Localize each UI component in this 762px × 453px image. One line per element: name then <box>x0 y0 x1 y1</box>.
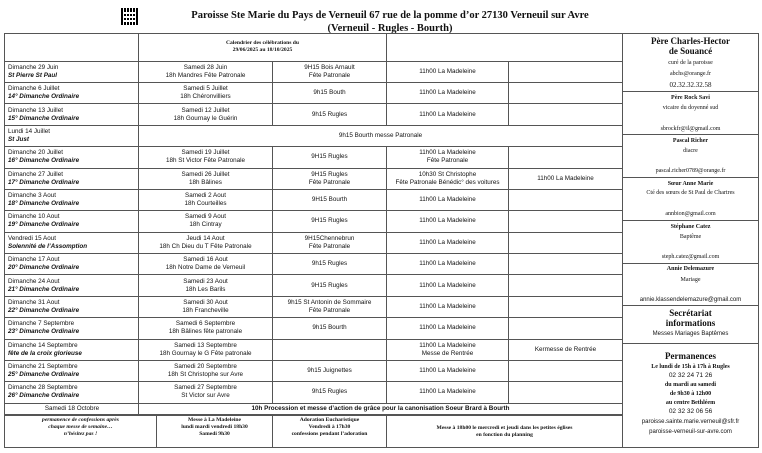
sunday-late-mass-line1: 11h00 La Madeleine <box>419 89 476 97</box>
vicar-email[interactable]: sbrockfr@il@gmail.com <box>660 126 721 132</box>
calendar-row <box>5 61 623 82</box>
sunday-early-mass <box>273 339 387 360</box>
celebration-date <box>5 168 139 189</box>
sunday-early-mass-line1: 9H15 Bourth <box>311 196 348 204</box>
sunday-early-mass-line2: Fête Patronale <box>308 242 351 250</box>
saturday-mass-line2: 18h Mandres Fête Patronale <box>165 71 246 79</box>
saturday-mass-line2: 18h Francheville <box>182 306 229 314</box>
secretariat-title: Secrétariat <box>669 308 712 318</box>
sunday-early-mass-line1: 9h15 Rugles <box>311 110 348 118</box>
secretariat-services: Messes Mariages Baptêmes <box>652 331 729 337</box>
saturday-mass-line2: 18h Bâlines <box>189 178 222 186</box>
calendar-title-line1: Calendrier des célébrations du <box>225 40 300 47</box>
sunday-late-mass-line1: 10h30 St Christophe <box>418 170 477 178</box>
saturday-mass <box>139 339 273 360</box>
priest-name: Père Charles-Hector <box>650 36 731 46</box>
date-label: Samedi 18 Octobre <box>44 404 100 412</box>
priest-phone: 02.32.32.32.58 <box>669 81 712 89</box>
extra-celebration <box>509 211 623 232</box>
calendar-row <box>5 382 623 403</box>
saturday-mass <box>139 61 273 82</box>
deacon-email[interactable]: pascal.richer0789@orange.fr <box>655 168 726 174</box>
sunday-late-mass <box>387 147 509 168</box>
confessions-line3: n’hésitez pas ! <box>63 431 98 437</box>
saturday-mass-line2: 18h Gournay le G Fête patronale <box>159 349 252 357</box>
sunday-late-mass-line2: Messe de Rentrée <box>421 349 474 357</box>
calendar-row <box>5 254 623 275</box>
saturday-mass <box>139 318 273 339</box>
date-label: Lundi 14 Juillet <box>8 127 51 135</box>
sunday-early-mass <box>273 147 387 168</box>
sunday-early-mass <box>273 61 387 82</box>
celebration-date <box>5 104 139 125</box>
vicar-role: vicaire du doyenné sud <box>662 105 719 111</box>
date-label: Dimanche 17 Aout <box>8 256 60 264</box>
saturday-mass <box>139 254 273 275</box>
sunday-early-mass <box>273 296 387 317</box>
center-phone: 02 32 32 06 56 <box>668 408 713 415</box>
date-label: Dimanche 31 Aout <box>8 298 60 306</box>
celebration-date <box>5 211 139 232</box>
liturgical-day: Solennité de l’Assomption <box>8 242 88 250</box>
sunday-early-mass-line1: 9H15 Rugles <box>311 217 348 225</box>
sunday-late-mass <box>387 104 509 125</box>
sunday-late-mass-line1: 11h00 La Madeleine <box>419 67 476 75</box>
sunday-early-mass <box>273 360 387 381</box>
divider <box>623 134 758 135</box>
date-label: Dimanche 6 Juillet <box>8 85 60 93</box>
header-subtitle: (Verneuil - Rugles - Bourth) <box>327 23 453 34</box>
saturday-mass-line1: Samedi 27 Septembre <box>174 384 237 392</box>
sunday-late-mass <box>387 360 509 381</box>
deacon-role: diacre <box>683 148 698 154</box>
rugles-phone: 02 32 24 71 26 <box>668 372 713 379</box>
divider <box>623 220 758 221</box>
saturday-mass-line1: Samedi 2 Aout <box>185 192 226 200</box>
sunday-late-mass-line1: 11h00 La Madeleine <box>419 302 476 310</box>
adoration-line3: confessions pendant l’adoration <box>291 431 368 437</box>
sunday-late-mass-line1: 11h00 La Madeleine <box>419 196 476 204</box>
sunday-early-mass-line2: Fête Patronale <box>308 178 351 186</box>
sunday-early-mass-line1: 9h15 Rugles <box>311 388 348 396</box>
sunday-early-mass <box>273 83 387 104</box>
marriage-contact-name: Annie Delemazure <box>666 266 715 272</box>
saturday-mass-line1: Samedi 13 Septembre <box>174 341 237 349</box>
sunday-early-mass-line1: 9h15 Rugles <box>311 260 348 268</box>
liturgical-day: 21° Dimanche Ordinaire <box>8 285 80 293</box>
sunday-late-mass <box>387 318 509 339</box>
madeleine-line3: Samedi 9h30 <box>199 431 230 437</box>
saturday-mass <box>139 275 273 296</box>
extra-celebration <box>509 382 623 403</box>
date-label: Dimanche 29 Juin <box>8 63 59 71</box>
extra-celebration <box>509 339 623 360</box>
saturday-mass-line1: Samedi 16 Aout <box>183 256 228 264</box>
saturday-mass-line1: Samedi 9 Aout <box>185 213 226 221</box>
calendar-row <box>5 83 623 104</box>
saturday-mass-line2: 18h Les Barils <box>185 285 226 293</box>
liturgical-day: 22° Dimanche Ordinaire <box>8 306 80 314</box>
liturgical-day: 17° Dimanche Ordinaire <box>8 178 80 186</box>
contact-sidebar <box>622 33 759 448</box>
liturgical-day: 23° Dimanche Ordinaire <box>8 328 80 336</box>
divider <box>623 343 758 344</box>
liturgical-day: 16° Dimanche Ordinaire <box>8 157 80 165</box>
date-label: Dimanche 3 Aout <box>8 192 56 200</box>
saturday-mass <box>139 168 273 189</box>
liturgical-day: 26° Dimanche Ordinaire <box>8 392 80 400</box>
sunday-late-mass <box>387 254 509 275</box>
sunday-early-mass-line1: 9h15 Juignettes <box>307 367 352 375</box>
sunday-early-mass-line1: 9H15 Rugles <box>311 281 348 289</box>
sunday-late-mass-line1: 11h00 La Madeleine <box>419 217 476 225</box>
saturday-mass <box>139 296 273 317</box>
calendar-row <box>5 403 623 414</box>
date-label: Dimanche 24 Aout <box>8 277 60 285</box>
permanence-hours: de 9h30 à 12h00 <box>669 391 712 397</box>
weekly-schedule-footer <box>4 415 623 448</box>
sunday-early-mass <box>273 275 387 296</box>
date-label: Dimanche 14 Septembre <box>8 341 78 349</box>
saturday-mass-line1: Samedi 23 Aout <box>183 277 228 285</box>
calendar-row <box>5 339 623 360</box>
saturday-mass-line1: Samedi 12 Juillet <box>181 106 230 114</box>
extra-celebration <box>509 104 623 125</box>
confessions-line2: chaque messe de semaine… <box>48 424 113 430</box>
saturday-mass <box>139 211 273 232</box>
saturday-mass-line2: 18h St Victor Fête Patronale <box>166 157 245 165</box>
sister-community: Cté des sœurs de St Paul de Chartres <box>646 190 735 196</box>
parish-email[interactable]: paroisse.sainte.marie.verneuil@sfr.fr <box>641 419 740 425</box>
calendar-row <box>5 168 623 189</box>
saturday-mass-line2: 18h St Christophe sur Avre <box>167 371 244 379</box>
saturday-mass-line2: 18h Bâlines fête patronale <box>168 328 243 336</box>
liturgical-day: 15° Dimanche Ordinaire <box>8 114 80 122</box>
liturgical-day: 20° Dimanche Ordinaire <box>8 264 80 272</box>
celebration-date <box>5 382 139 403</box>
liturgical-day: 25° Dimanche Ordinaire <box>8 371 80 379</box>
extra-celebration <box>509 83 623 104</box>
saturday-mass-line1: Samedi 28 Juin <box>183 63 228 71</box>
saturday-mass-line2: 18h Notre Dame de Verneuil <box>165 264 246 272</box>
vicar-name: Père Rock Savi <box>671 95 710 101</box>
permanence-place: au centre Bethléem <box>665 400 716 406</box>
calendar-row <box>5 189 623 210</box>
celebration-date <box>5 125 139 146</box>
madeleine-line2: lundi mardi vendredi 18h30 <box>181 424 248 430</box>
madeleine-line1: Messe à La Madeleine <box>188 417 241 423</box>
sunday-late-mass-line1: 11h00 La Madeleine <box>419 260 476 268</box>
calendar-row <box>5 360 623 381</box>
permanence-days: du mardi au samedi <box>664 382 717 388</box>
sunday-late-mass <box>387 296 509 317</box>
extra-celebration <box>509 318 623 339</box>
saturday-mass <box>139 360 273 381</box>
celebration-date <box>5 61 139 82</box>
date-label: Dimanche 21 Septembre <box>8 363 78 371</box>
adoration-line2: Vendredi à 17h30 <box>308 424 351 430</box>
divider <box>623 263 758 264</box>
extra-celebration <box>509 360 623 381</box>
sister-name: Sœur Anne Marie <box>667 181 714 187</box>
sunday-late-mass <box>387 211 509 232</box>
sunday-early-mass <box>273 232 387 253</box>
extra-celebration <box>509 232 623 253</box>
date-label: Dimanche 27 Juillet <box>8 170 63 178</box>
date-label: Dimanche 28 Septembre <box>8 384 78 392</box>
liturgical-day: St Pierre St Paul <box>8 71 57 79</box>
adoration-line1: Adoration Eucharistique <box>299 417 360 423</box>
celebration-date <box>5 296 139 317</box>
sunday-late-mass-line2: Fête Patronale <box>426 157 469 165</box>
date-label: Vendredi 15 Aout <box>8 234 56 242</box>
sunday-late-mass-line1: 11h00 La Madeleine <box>419 149 476 157</box>
liturgical-day: St Just <box>8 135 29 143</box>
sunday-late-mass <box>387 61 509 82</box>
sunday-early-mass-line2: Fête Patronale <box>308 71 351 79</box>
sunday-late-mass <box>387 168 509 189</box>
priest-email[interactable]: abchs@orange.fr <box>669 71 711 77</box>
saturday-mass <box>139 232 273 253</box>
saturday-mass-line2: 18h Chéronvilliers <box>180 93 231 101</box>
sunday-late-mass-line1: 11h00 La Madeleine <box>419 238 476 246</box>
liturgical-day: fête de la croix glorieuse <box>8 349 82 357</box>
sunday-early-mass <box>273 189 387 210</box>
liturgical-day: 19° Dimanche Ordinaire <box>8 221 80 229</box>
celebration-date <box>5 318 139 339</box>
celebration-date <box>5 275 139 296</box>
marriage-label: Mariage <box>680 277 701 283</box>
sunday-late-mass <box>387 189 509 210</box>
saturday-mass <box>139 189 273 210</box>
sunday-late-mass <box>387 275 509 296</box>
extra-celebration <box>509 61 623 82</box>
extra-celebration <box>509 168 623 189</box>
marriage-email[interactable]: annie.klassendelemazure@gmail.com <box>639 297 742 303</box>
extra-celebration <box>509 254 623 275</box>
weekday-mass-madeleine <box>157 416 273 448</box>
baptism-email[interactable]: steph.catez@gmail.com <box>661 254 720 260</box>
priest-name-2: de Souancé <box>668 46 713 56</box>
saturday-mass-line2: 18h Ch Dieu du T Fête Patronale <box>159 242 252 250</box>
saturday-mass <box>139 147 273 168</box>
secretariat-subtitle: informations <box>665 318 716 328</box>
sunday-early-mass <box>273 318 387 339</box>
calendar-row <box>5 104 623 125</box>
baptism-contact-name: Stéphane Catez <box>670 224 711 230</box>
saturday-mass-line1: Samedi 20 Septembre <box>174 363 237 371</box>
special-celebration: 9h15 Bourth messe Patronale <box>139 125 623 146</box>
permanence-rugles: Le lundi de 15h à 17h à Rugles <box>651 364 730 370</box>
sunday-late-mass-line1: 11h00 La Madeleine <box>419 388 476 396</box>
date-label: Dimanche 13 Juillet <box>8 106 63 114</box>
celebration-date <box>5 232 139 253</box>
sunday-early-mass <box>273 382 387 403</box>
celebration-date <box>5 403 139 414</box>
extra-celebration <box>509 275 623 296</box>
sunday-early-mass-line1: 9h15 St Antonin de Sommaire <box>287 298 372 306</box>
saturday-mass-line1: Samedi 30 Aout <box>183 298 228 306</box>
divider <box>623 177 758 178</box>
calendar-title-line2: 29/06/2025 au 18/10/2025 <box>232 47 293 54</box>
qr-code-icon <box>121 8 138 25</box>
divider <box>623 305 758 306</box>
sunday-early-mass <box>273 211 387 232</box>
permanences-title: Permanences <box>665 351 716 361</box>
sunday-early-mass-line1: 9H15Chennebrun <box>304 234 355 242</box>
extra-celebration <box>509 189 623 210</box>
date-label: Dimanche 20 Juillet <box>8 149 63 157</box>
celebration-date <box>5 254 139 275</box>
extra-celebration-line1: Kermesse de Rentrée <box>534 345 597 353</box>
sunday-early-mass-line1: 9H15 Rugles <box>311 170 348 178</box>
saturday-mass-line2: 18h Cintray <box>189 221 222 229</box>
sunday-late-mass-line1: 11h00 La Madeleine <box>419 110 476 118</box>
calendar-row <box>5 232 623 253</box>
baptism-label: Baptême <box>679 234 702 240</box>
saturday-mass-line2: 18h Courteilles <box>184 200 227 208</box>
celebration-date <box>5 360 139 381</box>
celebration-date <box>5 339 139 360</box>
calendar-row <box>5 296 623 317</box>
sunday-early-mass-line1: 9h15 Bourth <box>312 324 347 332</box>
special-celebration: 10h Procession et messe d’action de grâce pour la canonisation Soeur Brard à Bourth <box>139 403 623 414</box>
saturday-mass-line1: Jeudi 14 Aout <box>186 234 225 242</box>
header-title: Paroisse Ste Marie du Pays de Verneuil 67 rue de la pomme d’or 27130 Verneuil sur Avre <box>191 10 589 21</box>
celebration-date <box>5 189 139 210</box>
date-label: Dimanche 10 Aout <box>8 213 60 221</box>
sunday-early-mass-line1: 9H15 Rugles <box>311 153 348 161</box>
sunday-late-mass-line1: 11h00 La Madeleine <box>419 324 476 332</box>
sunday-late-mass-line2: Fête Patronale Bénédic° des voitures <box>395 178 500 186</box>
sunday-early-mass <box>273 104 387 125</box>
extra-celebration <box>509 147 623 168</box>
sunday-late-mass <box>387 83 509 104</box>
confessions-line1: permanence de confessions après <box>42 417 119 423</box>
date-label: Dimanche 7 Septembre <box>8 320 75 328</box>
extra-celebration-line1: 11h00 La Madeleine <box>537 174 594 182</box>
celebration-calendar-table <box>4 33 623 415</box>
saturday-mass <box>139 382 273 403</box>
sunday-late-mass-line1: 11h00 La Madeleine <box>419 367 476 375</box>
small-churches-line2: en fonction du planning <box>476 431 533 438</box>
divider <box>623 91 758 92</box>
calendar-row <box>5 318 623 339</box>
sunday-late-mass-line1: 11h00 La Madeleine <box>419 281 476 289</box>
priest-role: curé de la paroisse <box>668 60 713 66</box>
sister-email[interactable]: annbion@gmail.com <box>665 211 716 217</box>
deacon-name: Pascal Richer <box>672 138 709 144</box>
sunday-early-mass-line2: Fête Patronale <box>308 306 351 314</box>
liturgical-day: 18° Dimanche Ordinaire <box>8 200 80 208</box>
sunday-early-mass-line1: 9H15 Bois Arnault <box>304 63 355 71</box>
calendar-row <box>5 275 623 296</box>
small-churches-mass-note <box>387 416 623 448</box>
saturday-mass-line1: Samedi 6 Septembre <box>175 320 236 328</box>
saturday-mass-line1: Samedi 5 Juillet <box>183 85 228 93</box>
saturday-mass <box>139 83 273 104</box>
confessions-note <box>5 416 157 448</box>
calendar-row <box>5 125 623 146</box>
liturgical-day: 14° Dimanche Ordinaire <box>8 93 80 101</box>
saturday-mass-line1: Samedi 26 Juillet <box>181 170 230 178</box>
saturday-mass-line2: 18h Gournay le Guérin <box>173 114 238 122</box>
calendar-row <box>5 211 623 232</box>
sunday-early-mass-line1: 9h15 Bouth <box>313 89 346 97</box>
adoration-note <box>273 416 387 448</box>
small-churches-line1: Messe à 18h00 le mercredi et jeudi dans les petites églises <box>436 424 573 431</box>
sunday-early-mass <box>273 168 387 189</box>
sunday-early-mass <box>273 254 387 275</box>
saturday-mass-line1: Samedi 19 Juillet <box>181 149 230 157</box>
sunday-late-mass <box>387 232 509 253</box>
saturday-mass-line2: St Victor sur Avre <box>181 392 230 400</box>
calendar-title <box>139 34 387 62</box>
sunday-late-mass-line1: 11h00 La Madeleine <box>419 341 476 349</box>
saturday-mass <box>139 104 273 125</box>
celebration-date <box>5 83 139 104</box>
extra-celebration <box>509 296 623 317</box>
calendar-row <box>5 147 623 168</box>
sunday-late-mass <box>387 382 509 403</box>
celebration-date <box>5 147 139 168</box>
parish-website[interactable]: paroisse-verneuil-sur-avre.com <box>649 429 732 435</box>
sunday-late-mass <box>387 339 509 360</box>
